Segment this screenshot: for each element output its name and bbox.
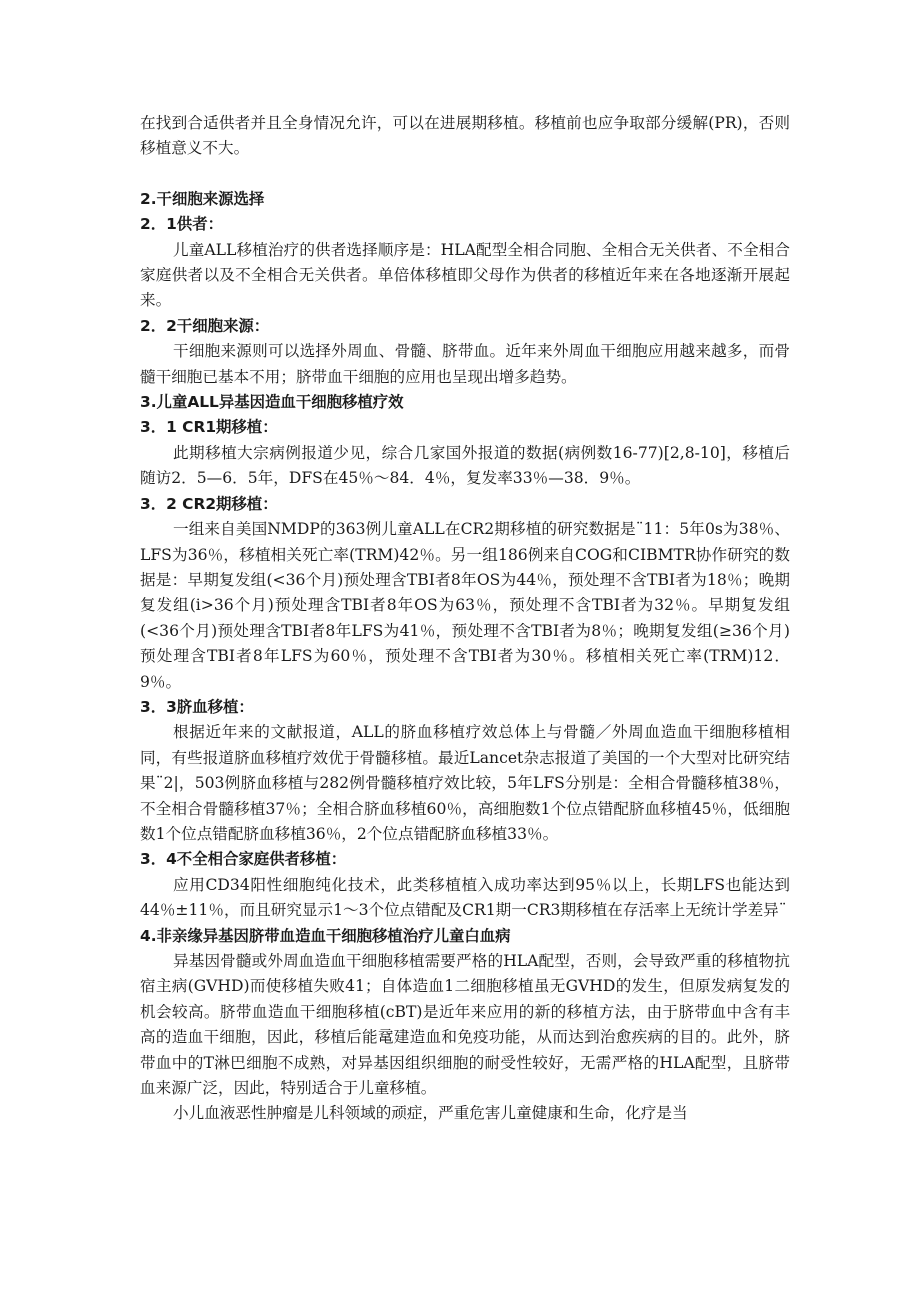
section-heading: 3．4不全相合家庭供者移植： — [140, 850, 347, 869]
blank-line — [140, 162, 790, 187]
section-heading: 2.干细胞来源选择 — [140, 189, 265, 208]
section-heading: 3．3脐血移植： — [140, 697, 254, 716]
paragraph: 应用CD34阳性细胞纯化技术，此类移植植入成功率达到95％以上，长期LFS也能达到44％±11％，而且研究显示1～3个位点错配及CR1期一CR3期移植在存活率上无统计学差异¨ — [140, 875, 790, 920]
paragraph: 在找到合适供者并且全身情况允许，可以在进展期移植。移植前也应争取部分缓解(PR)，否则移植意义不大。 — [140, 114, 790, 158]
paragraph: 此期移植大宗病例报道少见，综合几家国外报道的数据(病例数16-77)[2,8-10]，移植后随访2．5—6．5年，DFS在45％～84．4％，复发率33％—38．9％。 — [140, 443, 790, 488]
section-heading: 2．1供者： — [140, 215, 223, 234]
paragraph: 小儿血液恶性肿瘤是儿科领域的顽症，严重危害儿童健康和生命，化疗是当 — [173, 1104, 688, 1123]
paragraph: 根据近年来的文献报道，ALL的脐血移植疗效总体上与骨髓／外周血造血干细胞移植相同，有些报道脐血移植疗效优于骨髓移植。最近Lancet杂志报道了美国的一个大型对比研究结果¨2|，503例脐血移植与282例骨髓移植疗效比较，5年LFS分别是：全相合骨髓移植38％，不全相合骨髓移植37％；全相合脐血移植60％，高细胞数1个位点错配脐血移植45％，低细胞数1个位点错配脐血移植36％，2个位点错配脐血移植33％。 — [140, 723, 790, 843]
section-heading: 4.非亲缘异基因脐带血造血干细胞移植治疗儿童白血病 — [140, 926, 511, 945]
paragraph: 儿童ALL移植治疗的供者选择顺序是：HLA配型全相合同胞、全相合无关供者、不全相合家庭供者以及不全相合无关供者。单倍体移植即父母作为供者的移植近年来在各地逐渐开展起来。 — [140, 240, 790, 310]
section-heading: 3．2 CR2期移植： — [140, 494, 278, 513]
paragraph: 一组来自美国NMDP的363例儿童ALL在CR2期移植的研究数据是¨11：5年0s为38％、LFS为36％，移植相关死亡率(TRM)42％。另一组186例来自COG和CIBMTR协作研究的数据是：早期复发组(<36个月)预处理含TBI者8年OS为44％，预处理不含TBI者为18％；晚期复发组(i>36个月)预处理含TBI者8年OS为63％，预处理不含TBI者为32％。早期复发组(<36个月)预处理含TBI者8年LFS为41％，预处理不含TBI者为8％；晚期复发组(≥36个月)预处理含TBI者8年LFS为60％，预处理不含TBI者为30％。移植相关死亡率(TRM)12．9％。 — [140, 520, 790, 691]
section-heading: 3.儿童ALL异基因造血干细胞移植疗效 — [140, 393, 404, 412]
section-heading: 3．1 CR1期移植： — [140, 418, 278, 437]
section-heading: 2．2干细胞来源： — [140, 316, 270, 335]
paragraph: 异基因骨髓或外周血造血干细胞移植需要严格的HLA配型，否则，会导致严重的移植物抗宿主病(GVHD)而使移植失败41；自体造血1二细胞移植虽无GVHD的发生，但原发病复发的机会较高。脐带血造血干细胞移植(cBT)是近年来应用的新的移植方法，由于脐带血中含有丰高的造血干细胞，因此，移植后能鼋建造血和免疫功能，从而达到治愈疾病的目的。此外，脐带血中的T淋巴细胞不成熟，对异基因组织细胞的耐受性较好，无需严格的HLA配型，且脐带血来源广泛，因此，特别适合于儿童移植。 — [140, 952, 790, 1098]
document-body — [140, 111, 790, 1127]
paragraph: 干细胞来源则可以选择外周血、骨髓、脐带血。近年来外周血干细胞应用越来越多，而骨髓干细胞已基本不用；脐带血干细胞的应用也呈现出增多趋势。 — [140, 342, 790, 386]
